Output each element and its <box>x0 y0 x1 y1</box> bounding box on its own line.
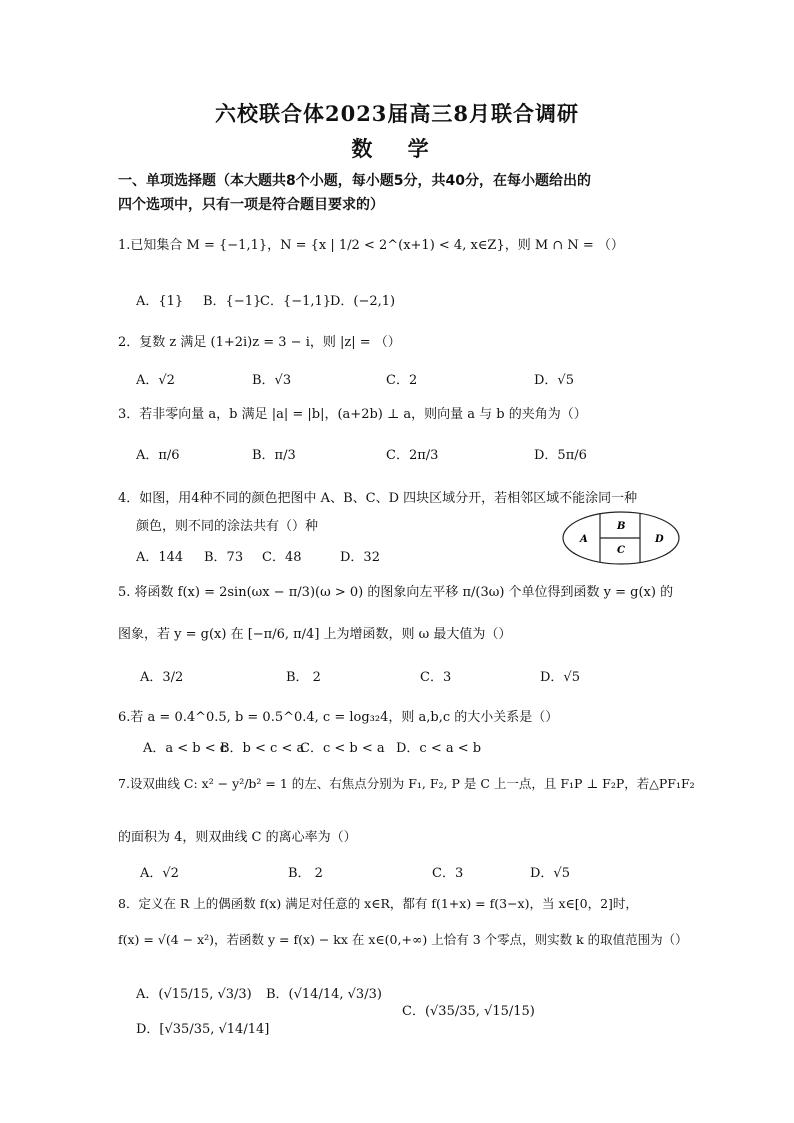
question-3-stem: 3．若非零向量 a，b 满足 |a| = |b|，(a+2b) ⊥ a，则向量 a 与 b 的夹角为（） <box>118 407 587 422</box>
question-6-option-b[interactable]: B．b < c < a <box>220 741 305 756</box>
question-6-option-a[interactable]: A．a < b < c <box>143 741 228 756</box>
question-1-stem: 1.已知集合 M = {−1,1}，N = {x | 1/2 < 2^(x+1) < 4, x∈Z}，则 M ∩ N = （） <box>118 238 624 253</box>
question-7-stem-cont: 的面积为 4，则双曲线 C 的离心率为（） <box>118 830 357 845</box>
question-2-option-a[interactable]: A．√2 <box>136 373 175 388</box>
question-8-option-a[interactable]: A．(√15/15, √3/3) <box>136 987 252 1002</box>
question-2-stem: 2．复数 z 满足 (1+2i)z = 3 − i，则 |z| = （） <box>118 335 401 350</box>
region-label-a: A <box>580 534 588 545</box>
question-5-stem-cont: 图象，若 y = g(x) 在 [−π/6, π/4] 上为增函数，则 ω 最大值为（） <box>118 627 512 642</box>
question-3-option-a[interactable]: A．π/6 <box>136 448 180 463</box>
question-1-option-d[interactable]: D．(−2,1) <box>330 294 396 309</box>
question-6-option-c[interactable]: C．c < b < a <box>300 741 385 756</box>
question-1-option-b[interactable]: B．{−1} <box>203 294 262 309</box>
question-8-option-b[interactable]: B．(√14/14, √3/3) <box>266 987 382 1002</box>
section-heading: 一、单项选择题（本大题共8个小题，每小题5分，共40分，在每小题给出的 <box>118 173 591 189</box>
question-8-option-c[interactable]: C．(√35/35, √15/15) <box>402 1004 535 1019</box>
question-8-stem-cont: f(x) = √(4 − x²)，若函数 y = f(x) − kx 在 x∈(0,+∞) 上恰有 3 个零点，则实数 k 的取值范围为（） <box>118 932 688 947</box>
question-5-option-a[interactable]: A．3/2 <box>140 670 184 685</box>
question-8-stem: 8．定义在 R 上的偶函数 f(x) 满足对任意的 x∈R，都有 f(1+x) = f(3−x)，当 x∈[0，2]时， <box>118 896 638 911</box>
question-3-option-d[interactable]: D．5π/6 <box>534 448 587 463</box>
question-4-stem-cont: 颜色，则不同的涂法共有（）种 <box>136 519 319 534</box>
question-5-option-b[interactable]: B． 2 <box>286 670 321 685</box>
question-7-option-d[interactable]: D．√5 <box>530 866 570 881</box>
question-6-option-d[interactable]: D．c < a < b <box>396 741 482 756</box>
question-7-option-c[interactable]: C．3 <box>432 866 464 881</box>
subject-title: 数 学 <box>351 136 443 161</box>
question-4-option-b[interactable]: B．73 <box>204 550 244 565</box>
question-7-option-a[interactable]: A．√2 <box>140 866 179 881</box>
exam-title: 六校联合体2023届高三8月联合调研 <box>214 101 580 126</box>
question-5-option-d[interactable]: D．√5 <box>540 670 580 685</box>
question-7-option-b[interactable]: B． 2 <box>288 866 323 881</box>
question-2-option-c[interactable]: C．2 <box>386 373 418 388</box>
question-2-option-d[interactable]: D．√5 <box>534 373 574 388</box>
question-4-stem: 4．如图，用4种不同的颜色把图中 A、B、C、D 四块区域分开，若相邻区域不能涂同一种 <box>118 491 638 506</box>
region-label-c: C <box>617 545 625 556</box>
question-5-stem: 5. 将函数 f(x) = 2sin(ωx − π/3)(ω > 0) 的图象向左平移 π/(3ω) 个单位得到函数 y = g(x) 的 <box>118 585 674 600</box>
question-3-option-b[interactable]: B．π/3 <box>252 448 296 463</box>
region-diagram <box>560 508 682 568</box>
question-8-option-d[interactable]: D．[√35/35, √14/14] <box>136 1022 270 1037</box>
section-heading-cont: 四个选项中，只有一项是符合题目要求的） <box>118 197 384 213</box>
question-2-option-b[interactable]: B．√3 <box>252 373 292 388</box>
question-6-stem: 6.若 a = 0.4^0.5, b = 0.5^0.4, c = log₃₂4，则 a,b,c 的大小关系是（） <box>118 710 559 725</box>
question-4-option-d[interactable]: D．32 <box>340 550 380 565</box>
region-label-b: B <box>617 521 626 532</box>
region-label-d: D <box>655 534 664 545</box>
question-1-option-c[interactable]: C．{−1,1} <box>260 294 332 309</box>
question-4-option-c[interactable]: C．48 <box>262 550 302 565</box>
question-5-option-c[interactable]: C．3 <box>420 670 452 685</box>
question-3-option-c[interactable]: C．2π/3 <box>386 448 439 463</box>
question-7-stem: 7.设双曲线 C: x² − y²/b² = 1 的左、右焦点分别为 F₁, F₂, P 是 C 上一点，且 F₁P ⊥ F₂P，若△PF₁F₂ <box>118 776 695 791</box>
question-1-option-a[interactable]: A．{1} <box>136 294 184 309</box>
question-4-option-a[interactable]: A．144 <box>136 550 184 565</box>
